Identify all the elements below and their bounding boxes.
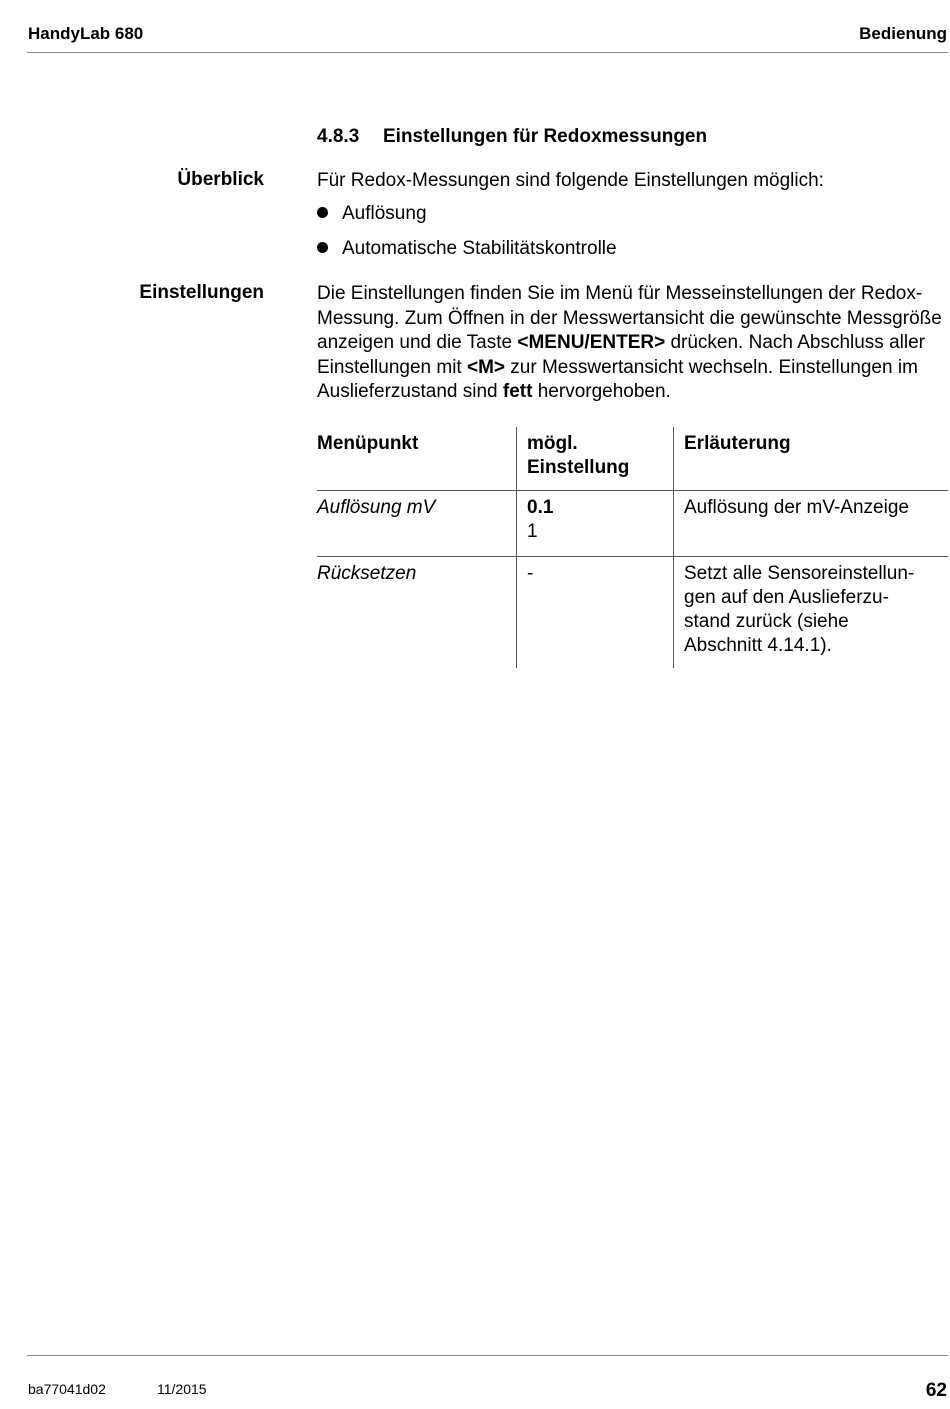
bullet-icon [317,242,328,253]
settings-text-1: Die Einstellungen finden Sie im Menü für Messeinstellungen der Redox-Messung. Zum Öffnen in der Messwertansicht die gewünschte Messgröße anzeigen und die Taste [317,283,942,353]
header-product: HandyLab 680 [28,24,144,43]
col-header-explanation: Erläuterung [674,427,949,491]
col-header-setting-line2: Einstellung [527,457,630,478]
col-header-menu-item: Menüpunkt [317,433,419,454]
overview-label: Überblick [177,169,264,190]
explanation-line: gen auf den Auslieferzu- [684,587,889,608]
other-setting: 1 [527,521,538,542]
settings-text-4: hervorgehoben. [532,381,671,402]
col-header-setting [517,427,674,491]
footer-date: 11/2015 [157,1381,207,1397]
settings-text-3: zur Messwertansicht wechseln. Einstellungen im Auslieferzustand sind [317,356,918,402]
explanation-line: Setzt alle Sensoreinstellun- [684,563,915,584]
header-chapter: Bedienung [859,24,947,43]
bullet-text: Auflösung [342,203,427,224]
explanation-line: stand zurück (siehe [684,611,849,632]
bullet-item [317,237,617,261]
cell-explanation [674,557,949,669]
section-heading [317,126,707,148]
col-header-setting-line1: mögl. [527,433,578,454]
footer-divider [27,1355,948,1356]
bold-word: fett [502,381,533,402]
table-row [317,491,948,557]
cell-setting: - [517,557,674,669]
section-title: Einstellungen für Redoxmessungen [383,126,708,147]
settings-text-2: drücken. Nach Abschluss aller Einstellungen mit [317,332,925,378]
default-setting: 0.1 [527,497,554,518]
cell-setting [517,491,674,557]
page-number: 62 [925,1380,947,1401]
settings-paragraph [317,282,950,405]
overview-intro: Für Redox-Messungen sind folgende Einstellungen möglich: [317,170,824,191]
settings-label: Einstellungen [139,282,264,303]
table-row [317,557,948,669]
header-divider [27,52,948,53]
settings-table [317,427,948,668]
bullet-text: Automatische Stabilitätskontrolle [342,238,617,259]
m-key: <M> [466,356,505,378]
cell-menu-item: Auflösung mV [317,491,517,557]
section-number: 4.8.3 [317,126,360,147]
explanation-line: Abschnitt 4.14.1). [684,635,832,656]
table-header-row [317,427,948,491]
menu-enter-key: <MENU/ENTER> [517,332,666,353]
bullet-icon [317,207,328,218]
cell-explanation: Auflösung der mV-Anzeige [674,491,949,557]
cell-menu-item: Rücksetzen [317,557,517,669]
footer-doc-id: ba77041d02 [28,1381,106,1397]
bullet-item [317,202,427,226]
